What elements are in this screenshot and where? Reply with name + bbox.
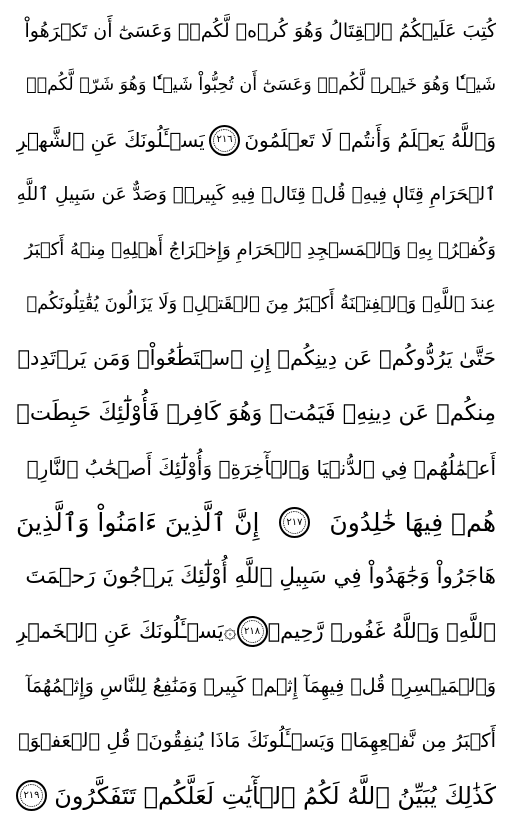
verse-line <box>16 441 496 496</box>
verse-text: يَسۡـَٔلُونَكَ عَنِ ٱلشَّهۡرِ <box>16 128 205 153</box>
ayah-number-marker: ٢١٩ <box>16 780 47 811</box>
verse-text: يَسۡـَٔلُونَكَ عَنِ ٱلۡخَمۡرِ <box>16 619 224 644</box>
verse-line <box>16 59 496 114</box>
ayah-number-marker: ٢١٦ <box>209 125 240 156</box>
verse-line <box>16 168 496 223</box>
verse-text: إِنَّ ٱلَّذِينَ ءَامَنُواْ وَٱلَّذِينَ <box>16 508 260 538</box>
verse-text: وَٱلۡمَيۡسِرِۖ قُلۡ فِيهِمَآ إِثۡمٞ كَبِيرٞ وَمَنَٰفِعُ لِلنَّاسِ وَإِثۡمُهُمَآ <box>26 674 496 697</box>
verse-text: أَعۡمَٰلُهُمۡ فِي ٱلدُّنۡيَا وَٱلۡأٓخِرَةِۖ وَأُوْلَٰٓئِكَ أَصۡحَٰبُ ٱلنَّارِۖ <box>26 456 496 481</box>
verse-line <box>16 222 496 277</box>
verse-text: أَكۡبَرُ مِن نَّفۡعِهِمَاۗ وَيَسۡـَٔلُونَكَ مَاذَا يُنفِقُونَۖ قُلِ ٱلۡعَفۡوَۗ <box>18 729 496 753</box>
ayah-number-marker: ٢١٨ <box>237 616 268 647</box>
verse-line <box>16 332 496 387</box>
verse-line <box>16 550 496 605</box>
verse-line <box>16 4 496 59</box>
verse-line <box>16 113 496 168</box>
ayah-number-marker: ٢١٧ <box>279 507 310 538</box>
verse-text: شَيۡـٔٗا وَهُوَ خَيۡرٞ لَّكُمۡۖ وَعَسَىٰٓ أَن تُحِبُّواْ شَيۡـٔٗا وَهُوَ شَرّٞ لَّكُمۡۗ <box>26 75 496 96</box>
verse-line <box>16 277 496 332</box>
verse-text: كَذَٰلِكَ يُبَيِّنُ ٱللَّهُ لَكُمُ ٱلۡأٓيَٰتِ لَعَلَّكُمۡ تَتَفَكَّرُونَ <box>54 781 496 810</box>
verse-text: مِنكُمۡ عَن دِينِهِۦ فَيَمُتۡ وَهُوَ كَافِرٞ فَأُوْلَٰٓئِكَ حَبِطَتۡ <box>16 400 496 427</box>
rub-el-hizb-icon: ۞ <box>223 618 237 644</box>
verse-text: وَكُفۡرُۢ بِهِۦ وَٱلۡمَسۡجِدِ ٱلۡحَرَامِ وَإِخۡرَاجُ أَهۡلِهِۦ مِنۡهُ أَكۡبَرُ <box>24 238 496 260</box>
verse-line <box>16 605 496 660</box>
verse-text: كُتِبَ عَلَيۡكُمُ ٱلۡقِتَالُ وَهُوَ كُرۡهٞ لَّكُمۡۖ وَعَسَىٰٓ أَن تَكۡرَهُواْ <box>24 19 496 42</box>
verse-text: ٱللَّهِۚ وَٱللَّهُ غَفُورٞ رَّحِيمٞ <box>267 619 496 644</box>
verse-text: وَٱللَّهُ يَعۡلَمُ وَأَنتُمۡ لَا تَعۡلَمُونَ <box>244 128 496 153</box>
verse-line <box>16 386 496 441</box>
verse-line <box>16 495 496 550</box>
verse-text: هُمۡ فِيهَا خَٰلِدُونَ <box>329 508 496 538</box>
verse-lines <box>16 4 496 823</box>
verse-text: حَتَّىٰ يَرُدُّوكُمۡ عَن دِينِكُمۡ إِنِ ٱسۡتَطَٰعُواْۚ وَمَن يَرۡتَدِدۡ <box>17 346 496 371</box>
verse-line <box>16 714 496 769</box>
verse-text: عِندَ ٱللَّهِۚ وَٱلۡفِتۡنَةُ أَكۡبَرُ مِنَ ٱلۡقَتۡلِۗ وَلَا يَزَالُونَ يُقَٰتِلُونَكُمۡ <box>26 293 496 315</box>
verse-text: هَاجَرُواْ وَجَٰهَدُواْ فِي سَبِيلِ ٱللَّهِ أُوْلَٰٓئِكَ يَرۡجُونَ رَحۡمَتَ <box>25 564 496 590</box>
verse-text: ٱلۡحَرَامِ قِتَالٖ فِيهِۖ قُلۡ قِتَالٞ فِيهِ كَبِيرٞۚ وَصَدٌّ عَن سَبِيلِ ٱللَّهِ <box>16 183 496 205</box>
verse-line <box>16 659 496 714</box>
verse-line <box>16 768 496 823</box>
